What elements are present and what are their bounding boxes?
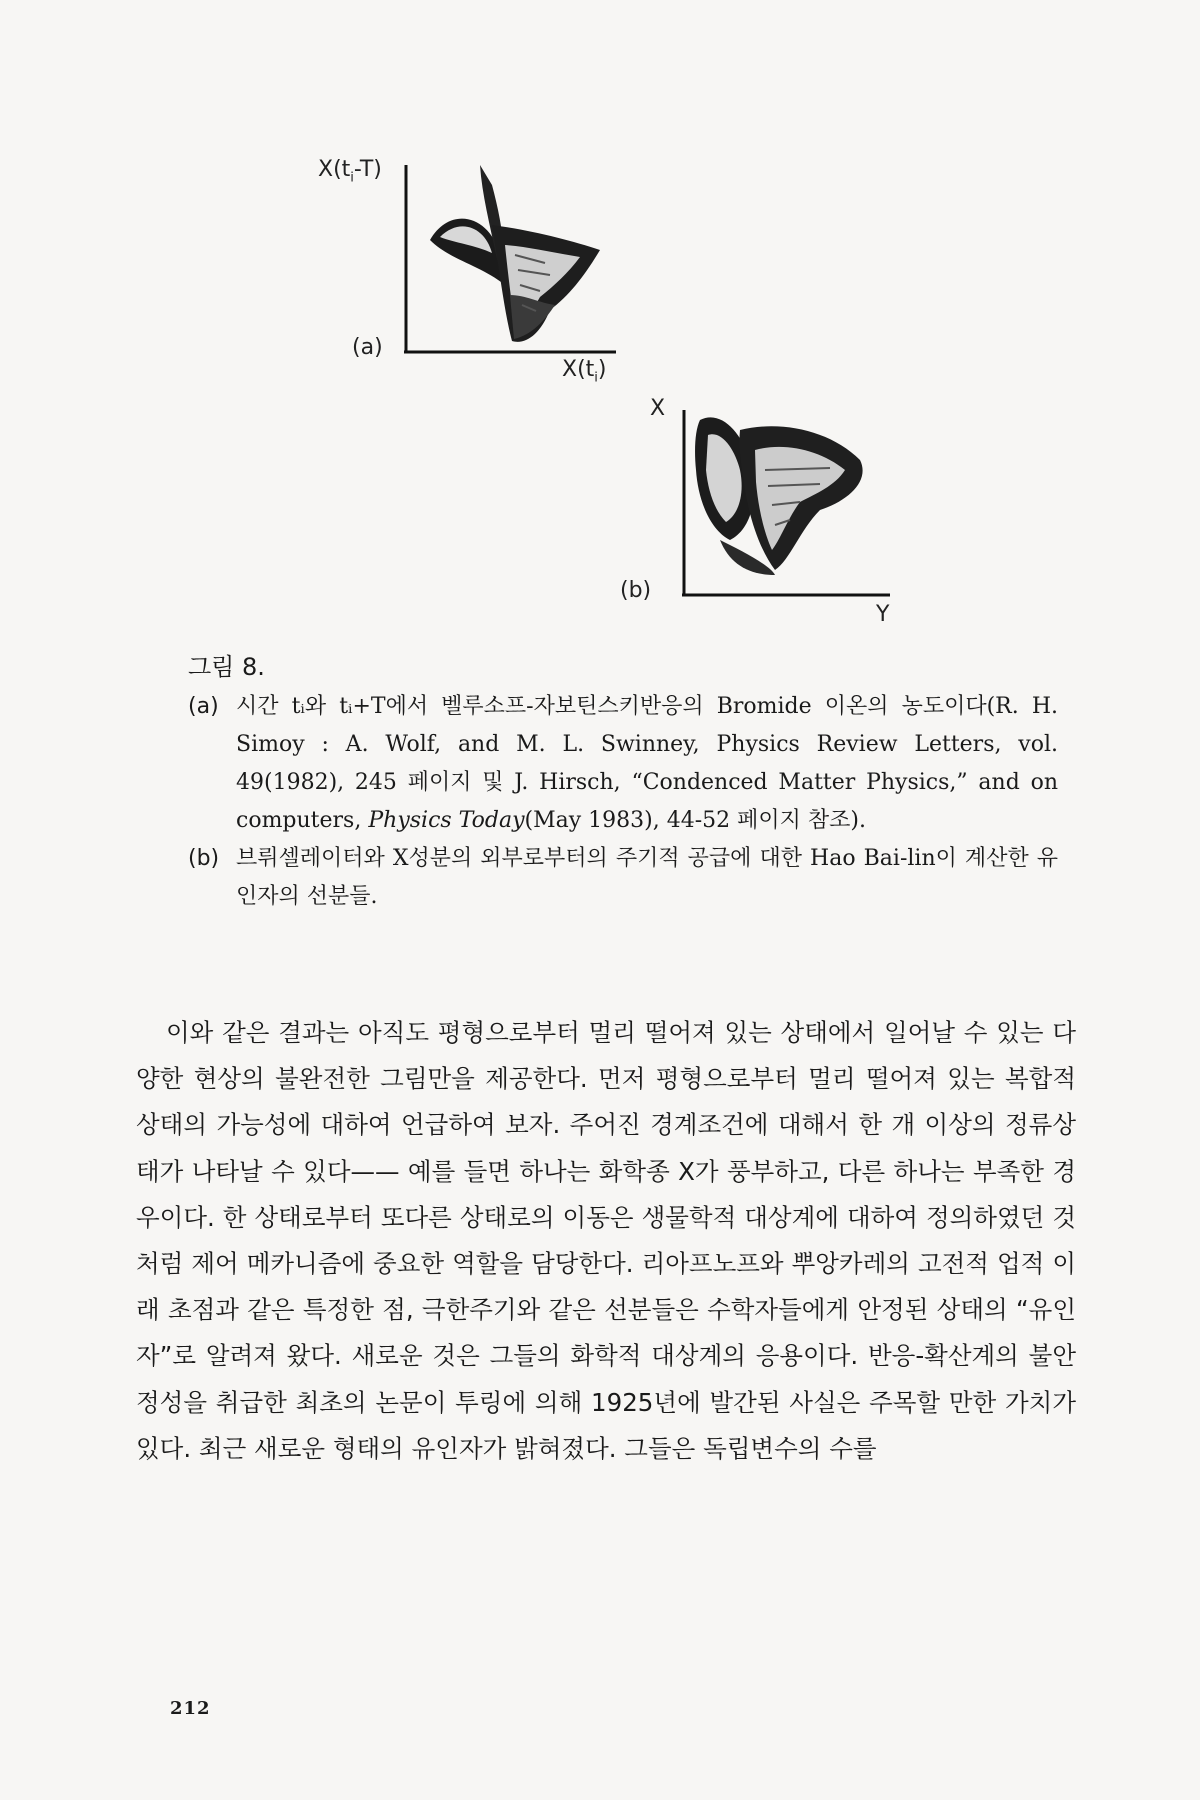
caption-item-b	[188, 840, 1058, 916]
caption-label-b: (b)	[188, 846, 220, 871]
attractor-surface-a	[430, 165, 600, 342]
page-number: 212	[170, 1698, 211, 1719]
caption-title: 그림 8.	[188, 653, 265, 681]
figure-caption	[188, 648, 1058, 916]
caption-label-a: (a)	[188, 694, 219, 719]
attractor-surface-b	[695, 417, 863, 575]
y-axis-label-a: $X(t_i-T)$	[318, 157, 382, 186]
figure-panel-a	[300, 145, 640, 395]
y-axis-label-b: X	[650, 396, 666, 421]
caption-item-a	[188, 688, 1058, 840]
figure-panel-b	[600, 390, 900, 635]
x-axis-label-b: Y	[876, 602, 890, 627]
caption-text-a: 시간 tᵢ와 tᵢ+T에서 벨루소프-자보틴스키반응의 Bromide 이온의 농도이다(R. H. Simoy : A. Wolf, and M. L. Swinney, Physics Review Letters, vol. 49(1982), 245 페이지 및 J. Hirsch, “Condenced Matter Physics,” and on computers, Physics Today(May 1983), 44-52 페이지 참조).	[236, 694, 1058, 833]
panel-label-b: (b)	[620, 578, 652, 603]
body-paragraph: 이와 같은 결과는 아직도 평형으로부터 멀리 떨어져 있는 상태에서 일어날 수 있는 다양한 현상의 불완전한 그림만을 제공한다. 먼저 평형으로부터 멀리 떨어져 있는 복합적 상태의 가능성에 대하여 언급하여 보자. 주어진 경계조건에 대해서 한 개 이상의 정류상태가 나타날 수 있다—— 예를 들면 하나는 화학종 X가 풍부하고, 다른 하나는 부족한 경우이다. 한 상태로부터 또다른 상태로의 이동은 생물학적 대상계에 대하여 정의하였던 것처럼 제어 메카니즘에 중요한 역할을 담당한다. 리아프노프와 뿌앙카레의 고전적 업적 이래 초점과 같은 특정한 점, 극한주기와 같은 선분들은 수학자들에게 안정된 상태의 “유인자”로 알려져 왔다. 새로운 것은 그들의 화학적 대상계의 응용이다. 반응-확산계의 불안정성을 취급한 최초의 논문이 투링에 의해 1925년에 발간된 사실은 주목할 만한 가치가 있다. 최근 새로운 형태의 유인자가 밝혀졌다. 그들은 독립변수의 수를	[136, 1018, 1076, 1463]
x-axis-label-a: $X(t_i)$	[562, 357, 607, 386]
panel-label-a: (a)	[352, 335, 383, 360]
journal-title: Physics Today	[368, 808, 525, 833]
caption-text-b: 브뤼셀레이터와 X성분의 외부로부터의 주기적 공급에 대한 Hao Bai-lin이 계산한 유인자의 선분들.	[236, 846, 1058, 909]
